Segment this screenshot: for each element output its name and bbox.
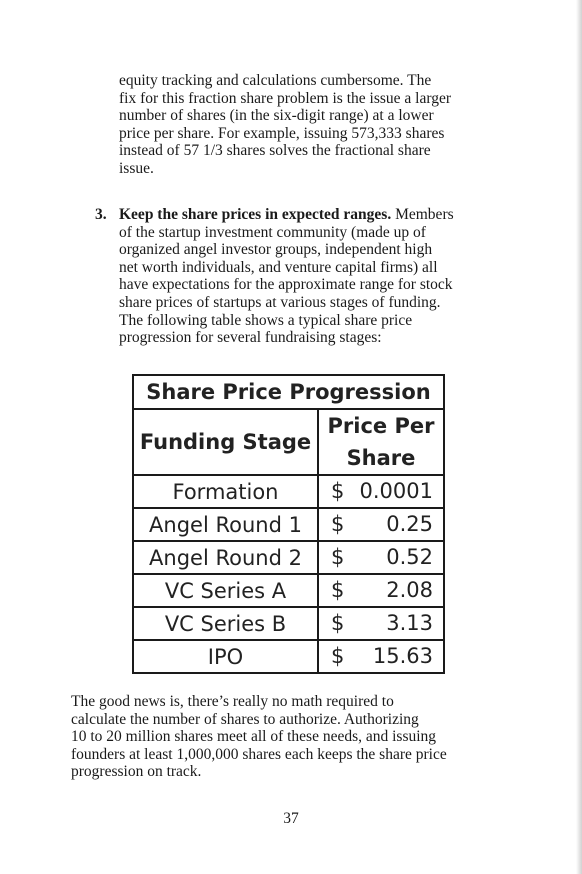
text-line: The following table shows a typical share price: [119, 311, 413, 329]
currency-symbol: $: [331, 479, 345, 503]
text-line: 10 to 20 million shares meet all of these needs, and issuing: [71, 728, 437, 746]
text-line: The good news is, there’s really no math required to: [71, 693, 394, 710]
page-edge-shadow: [576, 0, 582, 874]
column-header-price-line1: Price Per: [318, 409, 444, 442]
table-row: [133, 541, 444, 574]
text-line: of the startup investment community (made up of: [119, 223, 426, 241]
table-row: [133, 640, 444, 673]
currency-symbol: $: [331, 578, 345, 602]
text-line: progression for several fundraising stages:: [119, 329, 382, 347]
price-cell: [318, 574, 444, 607]
currency-symbol: $: [331, 545, 345, 569]
text-line: organized angel investor groups, independent high: [119, 241, 433, 259]
share-price-table: [132, 374, 445, 674]
paragraph-fractional-shares: [119, 72, 509, 178]
text-line: equity tracking and calculations cumbersome. The: [119, 72, 432, 89]
text-line: fix for this fraction share problem is the issue a larger: [119, 89, 452, 107]
table-row: [133, 574, 444, 607]
text-line: number of shares (in the six-digit range) at a lower: [119, 107, 434, 125]
funding-stage-cell: IPO: [133, 640, 318, 673]
funding-stage-cell: VC Series B: [133, 607, 318, 640]
text-line: founders at least 1,000,000 shares each keeps the share price: [71, 745, 447, 763]
funding-stage-cell: VC Series A: [133, 574, 318, 607]
table-row: [133, 607, 444, 640]
price-cell: [318, 541, 444, 574]
table-row: [133, 475, 444, 508]
currency-symbol: $: [331, 644, 345, 668]
table-row: [133, 508, 444, 541]
text-line: share prices of startups at various stages of funding.: [119, 293, 441, 311]
paragraph-good-news: [71, 693, 511, 781]
text-line: progression on track.: [71, 763, 202, 781]
table-title: Share Price Progression: [133, 375, 444, 409]
text-line: price per share. For example, issuing 573,333 shares: [119, 124, 445, 142]
list-number: 3.: [95, 206, 107, 223]
price-value: 3.13: [386, 611, 433, 635]
currency-symbol: $: [331, 512, 345, 536]
text-line: net worth individuals, and venture capital firms) all: [119, 258, 438, 276]
funding-stage-cell: Angel Round 2: [133, 541, 318, 574]
price-value: 2.08: [386, 578, 433, 602]
column-header-price-line2: Share: [318, 442, 444, 475]
page-number: 37: [283, 810, 299, 827]
price-value: 0.0001: [359, 479, 433, 503]
price-cell: [318, 508, 444, 541]
price-value: 0.25: [386, 512, 433, 536]
funding-stage-cell: Angel Round 1: [133, 508, 318, 541]
currency-symbol: $: [331, 611, 345, 635]
column-header-funding-stage: Funding Stage: [133, 409, 318, 475]
text-line: instead of 57 1/3 shares solves the fractional share: [119, 142, 431, 160]
text-line: calculate the number of shares to authorize. Authorizing: [71, 710, 419, 728]
text-line: Members: [391, 206, 454, 223]
price-cell: [318, 607, 444, 640]
text-line: issue.: [119, 159, 154, 177]
text-line: have expectations for the approximate range for stock: [119, 276, 453, 294]
price-value: 15.63: [372, 644, 433, 668]
price-cell: [318, 640, 444, 673]
list-item-heading: Keep the share prices in expected ranges.: [119, 206, 392, 223]
list-item-body: [119, 206, 511, 347]
price-cell: [318, 475, 444, 508]
funding-stage-cell: Formation: [133, 475, 318, 508]
price-value: 0.52: [386, 545, 433, 569]
